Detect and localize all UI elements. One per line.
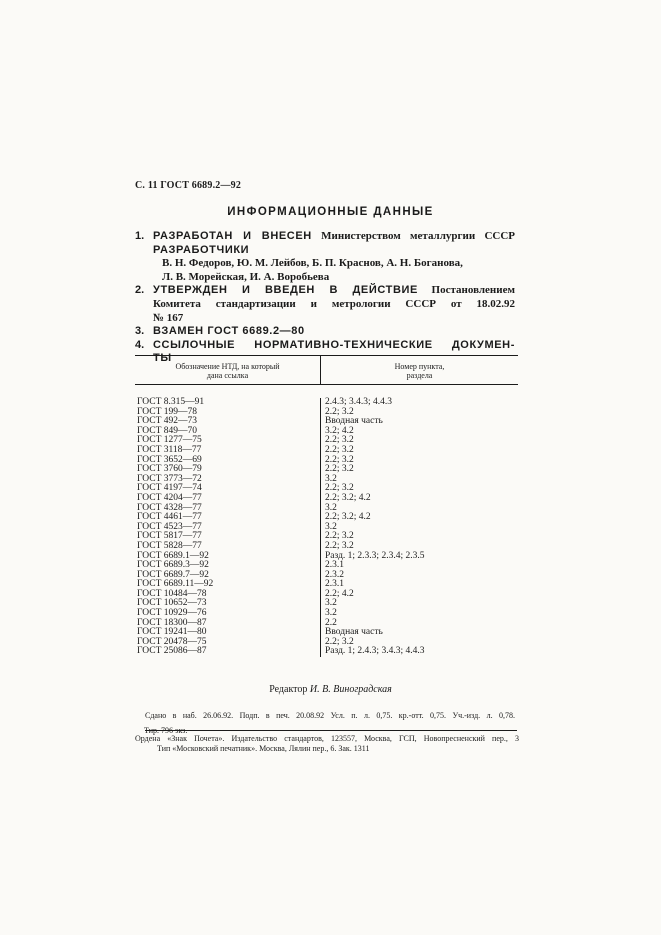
table-row-doc: ГОСТ 20478—75 xyxy=(137,636,207,647)
table-row-clause: 3.2 xyxy=(325,598,337,609)
table-row-doc: ГОСТ 5828—77 xyxy=(137,540,202,551)
table-row-clause: 2.2; 3.2 xyxy=(325,540,354,551)
table-row-clause: 2.4.3; 3.4.3; 4.4.3 xyxy=(325,397,393,407)
section-1-line xyxy=(153,230,515,244)
section-text: Министерством металлургии СССР xyxy=(321,230,516,242)
table-body xyxy=(135,385,518,657)
table-row-clause: 2.2; 3.2; 4.2 xyxy=(325,492,371,503)
section-number: 2. xyxy=(135,284,145,297)
section-body xyxy=(153,284,515,325)
section-number: 1. xyxy=(135,230,145,242)
table-row-doc: ГОСТ 5817—77 xyxy=(137,531,202,542)
reference-table xyxy=(135,355,518,657)
section-heading: УТВЕРЖДЕН И ВВЕДЕН В ДЕЙСТВИЕ xyxy=(153,284,418,297)
table-row-clause: 2.2; 3.2 xyxy=(325,464,354,475)
editor-line xyxy=(0,684,661,695)
imprint-line-2: Тир. 796 экз. xyxy=(144,726,188,735)
table-row-clause: 2.2 xyxy=(325,617,337,628)
table-row-doc: ГОСТ 1277—75 xyxy=(137,435,202,446)
table-row-clause: 2.2; 3.2 xyxy=(325,435,354,446)
table-row-doc: ГОСТ 6689.7—92 xyxy=(137,569,209,580)
section-2-line-2: Комитета стандартизации и метрологии СССР от 18.02.92 xyxy=(153,297,515,310)
col-header-clause xyxy=(321,356,518,384)
clause-column xyxy=(321,398,518,657)
table-row-clause: Вводная часть xyxy=(325,627,383,638)
table-row-clause: 2.2; 3.2 xyxy=(325,636,354,647)
col-header-doc xyxy=(135,356,321,384)
table-row-doc: ГОСТ 25086—87 xyxy=(137,646,207,657)
section-1 xyxy=(135,230,515,284)
table-header xyxy=(135,355,518,385)
col-header-doc-line2: дана ссылка xyxy=(206,371,249,380)
col-header-clause-line1: Номер пункта, xyxy=(394,362,445,371)
table-row-clause: 2.2; 3.2 xyxy=(325,483,354,494)
section-heading: ВЗАМЕН ГОСТ 6689.2—80 xyxy=(153,325,305,338)
table-row-clause: 2.3.1 xyxy=(325,579,344,590)
table-row-clause: 3.2; 4.2 xyxy=(325,425,354,436)
table-row-doc: ГОСТ 6689.1—92 xyxy=(137,550,209,561)
section-number: 4. xyxy=(135,338,145,351)
table-row-clause: 2.2; 3.2 xyxy=(325,444,354,455)
table-row-doc: ГОСТ 849—70 xyxy=(137,425,197,436)
table-row-clause: Разд. 1; 2.4.3; 3.4.3; 4.4.3 xyxy=(325,646,425,657)
table-row-clause: 3.2 xyxy=(325,521,337,532)
section-number: 3. xyxy=(135,325,145,338)
table-row-doc: ГОСТ 6689.11—92 xyxy=(137,579,214,590)
table-row-doc: ГОСТ 8.315—91 xyxy=(137,397,205,407)
section-2 xyxy=(135,284,515,325)
printer-line-1: Ордена «Знак Почета». Издательство стандартов, 123557, Москва, ГСП, Новопресненский пер., 3 xyxy=(135,734,519,743)
table-row-doc: ГОСТ 10484—78 xyxy=(137,588,207,599)
editor-name: И. В. Виноградская xyxy=(309,684,392,695)
table-row-clause: Разд. 1; 2.3.3; 2.3.4; 2.3.5 xyxy=(325,550,425,561)
section-text: Постановлением xyxy=(431,284,515,297)
table-row-doc: ГОСТ 199—78 xyxy=(137,406,197,417)
developers-heading: РАЗРАБОТЧИКИ xyxy=(153,243,250,256)
table-row-doc: ГОСТ 3760—79 xyxy=(137,464,202,475)
section-body xyxy=(153,230,515,284)
table-row-clause: 3.2 xyxy=(325,473,337,484)
section-2-line-3: № 167 xyxy=(153,311,184,324)
table-row-doc: ГОСТ 492—73 xyxy=(137,416,197,427)
col-header-clause-line2: раздела xyxy=(406,371,433,380)
printer-line-2: Тип «Московский печатник». Москва, Лялин пер., 6. Зак. 1311 xyxy=(157,744,370,753)
section-body xyxy=(153,325,515,339)
table-row-doc: ГОСТ 3118—77 xyxy=(137,444,202,455)
divider xyxy=(145,730,517,731)
table-row-clause: 2.2; 3.2 xyxy=(325,406,354,417)
col-header-doc-line1: Обозначение НТД, на который xyxy=(175,362,280,371)
table-row-clause: 2.2; 4.2 xyxy=(325,588,354,599)
section-heading: РАЗРАБОТАН И ВНЕСЕН xyxy=(153,230,312,242)
table-row-doc: ГОСТ 4197—74 xyxy=(137,483,202,494)
table-row-doc: ГОСТ 4523—77 xyxy=(137,521,202,532)
developers-line-1: В. Н. Федоров, Ю. М. Лейбов, Б. П. Краснов, А. Н. Боганова, xyxy=(162,257,463,270)
table-row-clause: 2.3.1 xyxy=(325,560,344,571)
section-2-line xyxy=(153,284,515,298)
developers-line-2: Л. В. Морейская, И. А. Воробьева xyxy=(162,270,330,283)
info-sections xyxy=(135,230,515,366)
page-header: С. 11 ГОСТ 6689.2—92 xyxy=(135,180,242,191)
table-row-doc: ГОСТ 10929—76 xyxy=(137,608,207,619)
table-row-doc: ГОСТ 19241—80 xyxy=(137,627,207,638)
table-row-clause: 2.2; 3.2; 4.2 xyxy=(325,512,371,523)
section-heading: ССЫЛОЧНЫЕ НОРМАТИВНО-ТЕХНИЧЕСКИЕ ДОКУМЕН- xyxy=(153,338,515,351)
table-row-doc: ГОСТ 18300—87 xyxy=(137,617,207,628)
table-row-clause: Вводная часть xyxy=(325,416,383,427)
table-row-clause: 3.2 xyxy=(325,608,337,619)
table-row-doc: ГОСТ 10652—73 xyxy=(137,598,207,609)
imprint-line-1: Сдано в наб. 26.06.92. Подп. в печ. 20.08.92 Усл. п. л. 0,75. кр.-отт. 0,75. Уч.-изд. л. 0,78. xyxy=(145,711,515,720)
section-3 xyxy=(135,325,515,339)
table-row-clause: 2.3.2 xyxy=(325,569,344,580)
table-row-doc: ГОСТ 3652—69 xyxy=(137,454,202,465)
table-row-doc: ГОСТ 4461—77 xyxy=(137,512,202,523)
table-row-clause: 3.2 xyxy=(325,502,337,513)
table-row-doc: ГОСТ 6689.3—92 xyxy=(137,560,209,571)
document-title: ИНФОРМАЦИОННЫЕ ДАННЫЕ xyxy=(227,206,434,218)
table-row-doc: ГОСТ 4204—77 xyxy=(137,492,202,503)
table-row-doc: ГОСТ 3773—72 xyxy=(137,473,202,484)
printer-info xyxy=(135,734,519,754)
table-row-doc: ГОСТ 4328—77 xyxy=(137,502,202,513)
doc-column xyxy=(135,398,321,657)
table-row-clause: 2.2; 3.2 xyxy=(325,531,354,542)
table-row-clause: 2.2; 3.2 xyxy=(325,454,354,465)
section-heading-cont: ТЫ xyxy=(153,352,172,365)
editor-label: Редактор xyxy=(269,684,308,695)
